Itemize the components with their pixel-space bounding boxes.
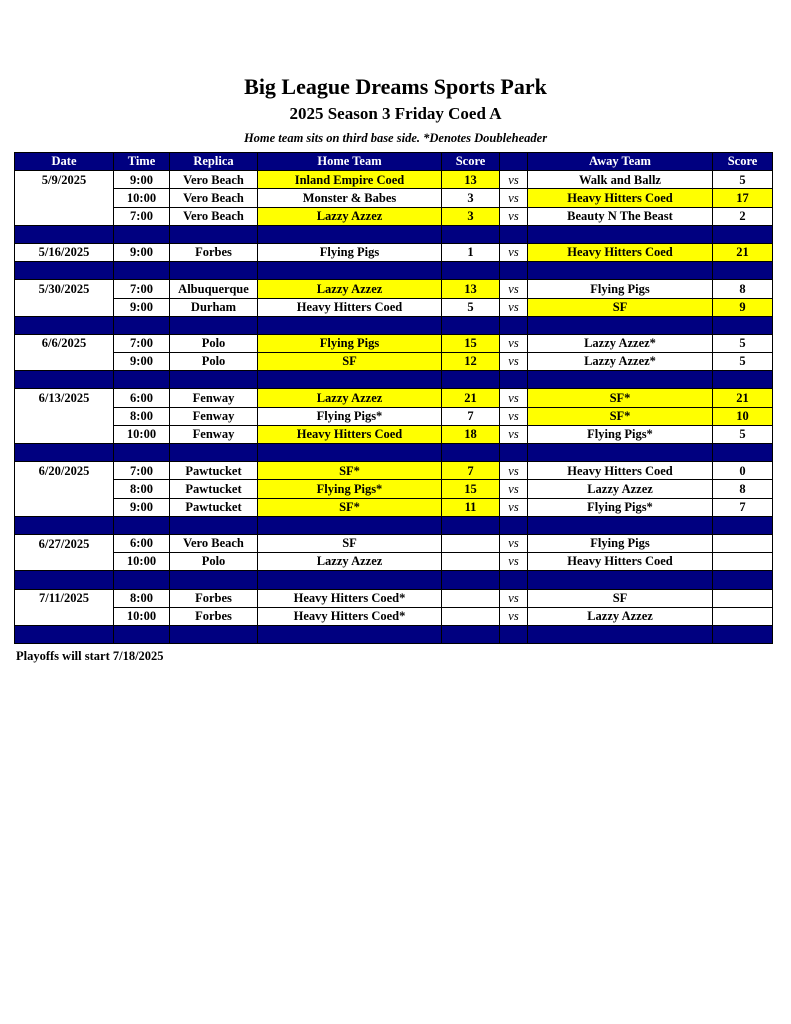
home-team-cell: SF* (258, 498, 442, 516)
table-header-row (15, 153, 773, 171)
home-score-cell: 15 (442, 480, 500, 498)
replica-cell: Fenway (170, 389, 258, 407)
page-subtitle: 2025 Season 3 Friday Coed A (289, 104, 502, 123)
away-score-cell: 5 (713, 425, 773, 443)
home-team-cell: Lazzy Azzez (258, 553, 442, 571)
vs-cell: vs (500, 280, 528, 298)
away-score-cell: 17 (713, 189, 773, 207)
home-score-cell: 12 (442, 353, 500, 371)
separator-cell (442, 516, 500, 534)
replica-cell: Forbes (170, 243, 258, 261)
away-team-cell: Flying Pigs* (528, 425, 713, 443)
separator-cell (442, 371, 500, 389)
table-row (15, 389, 773, 407)
date-cell (15, 498, 114, 516)
date-cell (15, 553, 114, 571)
away-team-cell: Lazzy Azzez (528, 607, 713, 625)
home-score-cell: 7 (442, 407, 500, 425)
table-row (15, 498, 773, 516)
separator-cell (170, 316, 258, 334)
separator-cell (500, 225, 528, 243)
separator-cell (170, 262, 258, 280)
home-score-cell: 18 (442, 425, 500, 443)
replica-cell: Albuquerque (170, 280, 258, 298)
separator-cell (170, 225, 258, 243)
home-score-cell (442, 607, 500, 625)
separator-cell (528, 371, 713, 389)
date-cell: 7/11/2025 (15, 589, 114, 607)
replica-cell: Vero Beach (170, 171, 258, 189)
time-cell: 10:00 (114, 425, 170, 443)
away-score-cell: 8 (713, 480, 773, 498)
separator-cell (170, 571, 258, 589)
table-row (15, 425, 773, 443)
home-team-cell: Flying Pigs (258, 334, 442, 352)
replica-cell: Fenway (170, 425, 258, 443)
date-cell: 5/16/2025 (15, 243, 114, 261)
date-cell (15, 607, 114, 625)
separator-cell (15, 371, 114, 389)
date-cell (15, 480, 114, 498)
separator-cell (114, 516, 170, 534)
separator-cell (713, 625, 773, 643)
vs-cell: vs (500, 189, 528, 207)
replica-cell: Vero Beach (170, 189, 258, 207)
schedule-table (14, 152, 773, 644)
table-row (15, 607, 773, 625)
vs-cell: vs (500, 607, 528, 625)
replica-cell: Polo (170, 353, 258, 371)
col-header-vs (500, 153, 528, 171)
date-cell: 5/30/2025 (15, 280, 114, 298)
separator-cell (15, 225, 114, 243)
home-team-cell: Lazzy Azzez (258, 207, 442, 225)
away-score-cell: 5 (713, 353, 773, 371)
date-cell (15, 298, 114, 316)
separator-cell (528, 262, 713, 280)
table-row (15, 534, 773, 552)
separator-cell (15, 516, 114, 534)
home-score-cell: 15 (442, 334, 500, 352)
separator-cell (258, 262, 442, 280)
separator-cell (528, 316, 713, 334)
table-row (15, 334, 773, 352)
separator-cell (528, 625, 713, 643)
separator-cell (114, 444, 170, 462)
time-cell: 8:00 (114, 589, 170, 607)
time-cell: 8:00 (114, 407, 170, 425)
replica-cell: Pawtucket (170, 498, 258, 516)
separator-row (15, 225, 773, 243)
time-cell: 9:00 (114, 353, 170, 371)
home-team-cell: Lazzy Azzez (258, 280, 442, 298)
separator-row (15, 371, 773, 389)
separator-row (15, 625, 773, 643)
separator-cell (713, 316, 773, 334)
away-team-cell: Heavy Hitters Coed (528, 553, 713, 571)
away-score-cell (713, 589, 773, 607)
away-score-cell: 0 (713, 462, 773, 480)
separator-cell (170, 516, 258, 534)
home-score-cell: 1 (442, 243, 500, 261)
home-score-cell (442, 553, 500, 571)
separator-row (15, 444, 773, 462)
home-team-cell: SF (258, 353, 442, 371)
home-score-cell (442, 589, 500, 607)
home-team-cell: SF (258, 534, 442, 552)
away-score-cell: 2 (713, 207, 773, 225)
home-score-cell: 21 (442, 389, 500, 407)
vs-cell: vs (500, 407, 528, 425)
home-team-cell: Heavy Hitters Coed* (258, 607, 442, 625)
separator-cell (258, 571, 442, 589)
time-cell: 7:00 (114, 207, 170, 225)
replica-cell: Forbes (170, 607, 258, 625)
separator-cell (500, 444, 528, 462)
separator-cell (258, 316, 442, 334)
away-team-cell: Lazzy Azzez* (528, 334, 713, 352)
home-score-cell: 7 (442, 462, 500, 480)
separator-cell (258, 444, 442, 462)
home-team-cell: Flying Pigs* (258, 407, 442, 425)
date-cell: 6/6/2025 (15, 334, 114, 352)
replica-cell: Fenway (170, 407, 258, 425)
separator-cell (713, 516, 773, 534)
date-cell (15, 353, 114, 371)
home-score-cell: 13 (442, 280, 500, 298)
date-cell: 6/27/2025 (15, 534, 114, 552)
separator-cell (258, 516, 442, 534)
separator-cell (258, 371, 442, 389)
replica-cell: Vero Beach (170, 534, 258, 552)
separator-cell (258, 225, 442, 243)
away-team-cell: SF* (528, 389, 713, 407)
home-score-cell: 3 (442, 207, 500, 225)
col-header-replica: Replica (170, 153, 258, 171)
separator-row (15, 571, 773, 589)
table-row (15, 462, 773, 480)
time-cell: 6:00 (114, 389, 170, 407)
away-score-cell: 21 (713, 389, 773, 407)
vs-cell: vs (500, 298, 528, 316)
time-cell: 10:00 (114, 607, 170, 625)
away-score-cell: 8 (713, 280, 773, 298)
separator-cell (15, 444, 114, 462)
replica-cell: Polo (170, 553, 258, 571)
separator-cell (528, 571, 713, 589)
table-row (15, 589, 773, 607)
vs-cell: vs (500, 462, 528, 480)
away-score-cell: 21 (713, 243, 773, 261)
separator-cell (442, 262, 500, 280)
vs-cell: vs (500, 171, 528, 189)
col-header-home-team: Home Team (258, 153, 442, 171)
home-score-cell: 5 (442, 298, 500, 316)
date-cell: 5/9/2025 (15, 171, 114, 189)
page-note: Home team sits on third base side. *Denotes Doubleheader (243, 131, 548, 145)
away-score-cell: 5 (713, 171, 773, 189)
away-score-cell: 5 (713, 334, 773, 352)
home-team-cell: Monster & Babes (258, 189, 442, 207)
separator-cell (500, 516, 528, 534)
home-team-cell: SF* (258, 462, 442, 480)
away-score-cell: 10 (713, 407, 773, 425)
home-score-cell: 13 (442, 171, 500, 189)
date-cell: 6/13/2025 (15, 389, 114, 407)
vs-cell: vs (500, 353, 528, 371)
table-row (15, 353, 773, 371)
table-row (15, 298, 773, 316)
separator-cell (528, 225, 713, 243)
table-row (15, 407, 773, 425)
away-team-cell: Flying Pigs (528, 280, 713, 298)
vs-cell: vs (500, 389, 528, 407)
separator-cell (15, 262, 114, 280)
home-team-cell: Flying Pigs* (258, 480, 442, 498)
time-cell: 7:00 (114, 334, 170, 352)
separator-cell (442, 316, 500, 334)
table-row (15, 280, 773, 298)
home-score-cell (442, 534, 500, 552)
separator-cell (15, 625, 114, 643)
separator-cell (258, 625, 442, 643)
away-team-cell: Flying Pigs* (528, 498, 713, 516)
away-score-cell: 7 (713, 498, 773, 516)
separator-cell (528, 516, 713, 534)
table-row (15, 243, 773, 261)
col-header-away-team: Away Team (528, 153, 713, 171)
replica-cell: Vero Beach (170, 207, 258, 225)
time-cell: 10:00 (114, 553, 170, 571)
separator-cell (114, 625, 170, 643)
home-team-cell: Flying Pigs (258, 243, 442, 261)
home-team-cell: Heavy Hitters Coed* (258, 589, 442, 607)
home-team-cell: Heavy Hitters Coed (258, 298, 442, 316)
time-cell: 8:00 (114, 480, 170, 498)
replica-cell: Pawtucket (170, 462, 258, 480)
away-team-cell: SF (528, 589, 713, 607)
away-score-cell (713, 553, 773, 571)
vs-cell: vs (500, 589, 528, 607)
separator-cell (713, 225, 773, 243)
separator-cell (442, 571, 500, 589)
time-cell: 6:00 (114, 534, 170, 552)
time-cell: 7:00 (114, 280, 170, 298)
table-row (15, 171, 773, 189)
separator-cell (170, 371, 258, 389)
vs-cell: vs (500, 207, 528, 225)
home-score-cell: 11 (442, 498, 500, 516)
separator-cell (713, 444, 773, 462)
separator-cell (500, 371, 528, 389)
time-cell: 9:00 (114, 171, 170, 189)
separator-cell (500, 625, 528, 643)
date-cell (15, 189, 114, 207)
separator-cell (114, 371, 170, 389)
footer-note: Playoffs will start 7/18/2025 (16, 649, 164, 663)
separator-cell (713, 262, 773, 280)
away-team-cell: Lazzy Azzez* (528, 353, 713, 371)
home-team-cell: Inland Empire Coed (258, 171, 442, 189)
vs-cell: vs (500, 534, 528, 552)
away-team-cell: Flying Pigs (528, 534, 713, 552)
vs-cell: vs (500, 243, 528, 261)
separator-cell (170, 444, 258, 462)
time-cell: 9:00 (114, 298, 170, 316)
date-cell (15, 207, 114, 225)
separator-cell (500, 316, 528, 334)
separator-cell (442, 225, 500, 243)
separator-cell (170, 625, 258, 643)
separator-cell (713, 371, 773, 389)
replica-cell: Forbes (170, 589, 258, 607)
home-score-cell: 3 (442, 189, 500, 207)
time-cell: 9:00 (114, 498, 170, 516)
away-team-cell: Heavy Hitters Coed (528, 462, 713, 480)
time-cell: 10:00 (114, 189, 170, 207)
separator-cell (114, 571, 170, 589)
separator-cell (500, 262, 528, 280)
col-header-home-score: Score (442, 153, 500, 171)
separator-row (15, 316, 773, 334)
separator-cell (442, 444, 500, 462)
replica-cell: Polo (170, 334, 258, 352)
separator-cell (114, 225, 170, 243)
vs-cell: vs (500, 425, 528, 443)
separator-cell (442, 625, 500, 643)
separator-cell (15, 316, 114, 334)
separator-row (15, 516, 773, 534)
away-team-cell: SF* (528, 407, 713, 425)
home-team-cell: Heavy Hitters Coed (258, 425, 442, 443)
table-row (15, 480, 773, 498)
col-header-date: Date (15, 153, 114, 171)
date-cell (15, 407, 114, 425)
vs-cell: vs (500, 334, 528, 352)
time-cell: 7:00 (114, 462, 170, 480)
table-row (15, 189, 773, 207)
home-team-cell: Lazzy Azzez (258, 389, 442, 407)
table-row (15, 207, 773, 225)
vs-cell: vs (500, 480, 528, 498)
date-cell: 6/20/2025 (15, 462, 114, 480)
away-team-cell: SF (528, 298, 713, 316)
away-team-cell: Beauty N The Beast (528, 207, 713, 225)
separator-cell (500, 571, 528, 589)
away-team-cell: Heavy Hitters Coed (528, 243, 713, 261)
separator-row (15, 262, 773, 280)
replica-cell: Pawtucket (170, 480, 258, 498)
vs-cell: vs (500, 498, 528, 516)
separator-cell (15, 571, 114, 589)
separator-cell (528, 444, 713, 462)
vs-cell: vs (500, 553, 528, 571)
col-header-time: Time (114, 153, 170, 171)
schedule-body (15, 171, 773, 644)
separator-cell (114, 262, 170, 280)
away-team-cell: Lazzy Azzez (528, 480, 713, 498)
away-team-cell: Walk and Ballz (528, 171, 713, 189)
time-cell: 9:00 (114, 243, 170, 261)
separator-cell (713, 571, 773, 589)
page-title: Big League Dreams Sports Park (244, 74, 547, 99)
away-score-cell (713, 607, 773, 625)
separator-cell (114, 316, 170, 334)
col-header-away-score: Score (713, 153, 773, 171)
away-team-cell: Heavy Hitters Coed (528, 189, 713, 207)
table-row (15, 553, 773, 571)
replica-cell: Durham (170, 298, 258, 316)
date-cell (15, 425, 114, 443)
away-score-cell: 9 (713, 298, 773, 316)
away-score-cell (713, 534, 773, 552)
